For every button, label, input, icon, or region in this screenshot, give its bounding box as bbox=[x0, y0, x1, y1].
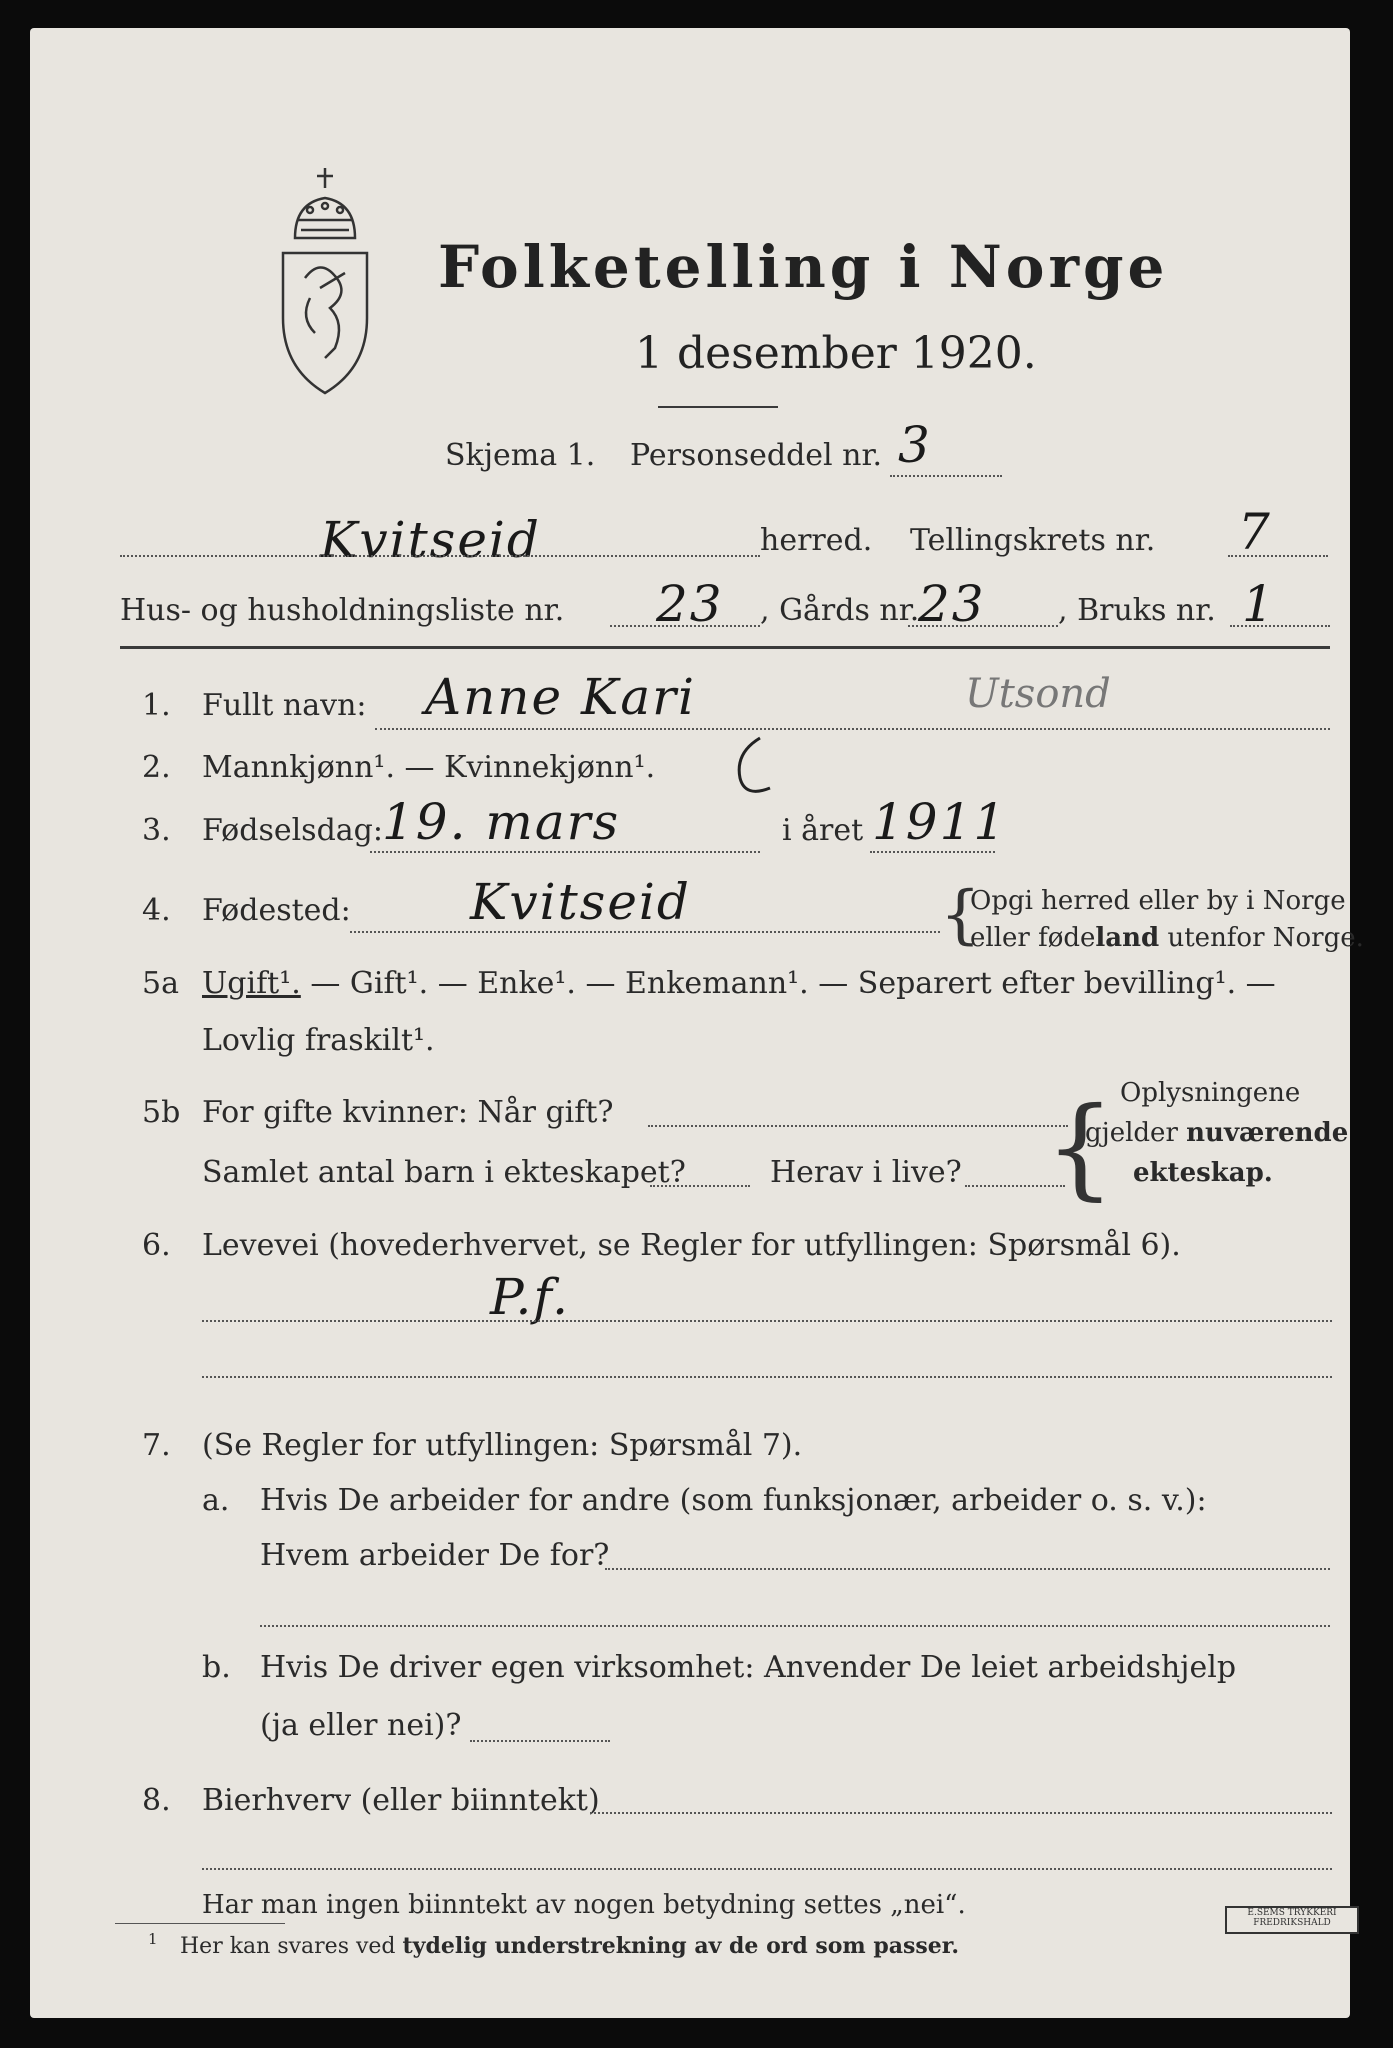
q7b-line2: (ja eller nei)? bbox=[260, 1708, 462, 1743]
q5b-number: 5b bbox=[142, 1095, 181, 1130]
hus-value: 23 bbox=[656, 575, 724, 633]
herred-value: Kvitseid bbox=[320, 511, 541, 569]
q1-number: 1. bbox=[142, 688, 171, 723]
footnote-mark: 1 bbox=[148, 1930, 158, 1948]
q7a-line1: Hvis De arbeider for andre (som funksjonær, arbeider o. s. v.): bbox=[260, 1483, 1207, 1518]
q5b-children: Samlet antal barn i ekteskapet? bbox=[202, 1155, 686, 1190]
q4-number: 4. bbox=[142, 893, 171, 928]
q7a-letter: a. bbox=[202, 1483, 230, 1518]
birth-date-value: 19. mars bbox=[382, 793, 621, 851]
personseddel-value: 3 bbox=[898, 416, 932, 474]
occupation-value: P.f. bbox=[490, 1268, 571, 1326]
ugift-underlined: Ugift¹. bbox=[202, 966, 301, 1001]
q5b-note-1: Oplysningene bbox=[1120, 1078, 1301, 1108]
bruks-value: 1 bbox=[1242, 575, 1276, 633]
census-date: 1 desember 1920. bbox=[635, 328, 1037, 379]
q5b-note-2: gjelder nuværende bbox=[1085, 1118, 1349, 1148]
footnote-text: Her kan svares ved tydelig understrekning av de ord som passer. bbox=[180, 1933, 960, 1959]
printer-stamp: E.SEMS TRYKKERI FREDRIKSHALD bbox=[1225, 1906, 1359, 1934]
q7-label: (Se Regler for utfyllingen: Spørsmål 7). bbox=[202, 1428, 803, 1463]
q1-label: Fullt navn: bbox=[202, 688, 367, 723]
birthplace-value: Kvitseid bbox=[470, 873, 691, 931]
q3-number: 3. bbox=[142, 813, 171, 848]
q6-number: 6. bbox=[142, 1228, 171, 1263]
tellingskrets-label: Tellingskrets nr. bbox=[910, 523, 1156, 558]
marital-status-options: Ugift¹. — Gift¹. — Enke¹. — Enkemann¹. — Separert efter bevilling¹. — bbox=[202, 966, 1276, 1001]
q7b-line1: Hvis De driver egen virksomhet: Anvender De leiet arbeidshjelp bbox=[260, 1650, 1237, 1685]
full-name-extra: Utsond bbox=[965, 671, 1111, 717]
skjema-label: Skjema 1. bbox=[445, 438, 596, 473]
q8-label: Bierhverv (eller biinntekt) bbox=[202, 1783, 600, 1818]
coat-of-arms-icon bbox=[265, 158, 385, 403]
full-name-value: Anne Kari bbox=[425, 668, 697, 726]
q7a-employer-label: Hvem arbeider De for? bbox=[260, 1538, 610, 1573]
year-label: i året bbox=[782, 813, 864, 848]
gards-label: , Gårds nr. bbox=[760, 593, 920, 628]
q5a-number: 5a bbox=[142, 966, 179, 1001]
q2-number: 2. bbox=[142, 750, 171, 785]
birth-year-value: 1911 bbox=[872, 793, 1008, 851]
herred-label: herred. bbox=[760, 523, 873, 558]
tellingskrets-value: 7 bbox=[1238, 503, 1272, 561]
q3-label: Fødselsdag: bbox=[202, 813, 383, 848]
q7b-letter: b. bbox=[202, 1650, 231, 1685]
q6-label: Levevei (hovederhvervet, se Regler for utfyllingen: Spørsmål 6). bbox=[202, 1228, 1181, 1263]
form-title: Folketelling i Norge bbox=[438, 233, 1169, 301]
gender-options: Mannkjønn¹. — Kvinnekjønn¹. bbox=[202, 750, 656, 785]
personseddel-label: Personseddel nr. bbox=[630, 438, 883, 473]
q5b-note-3: ekteskap. bbox=[1133, 1158, 1273, 1188]
q4-label: Fødested: bbox=[202, 893, 351, 928]
q5b-when-married: For gifte kvinner: Når gift? bbox=[202, 1095, 614, 1130]
q5b-alive: Herav i live? bbox=[770, 1155, 962, 1190]
marital-status-line2: Lovlig fraskilt¹. bbox=[202, 1023, 435, 1058]
q7-number: 7. bbox=[142, 1428, 171, 1463]
divider bbox=[658, 406, 778, 408]
header-divider bbox=[120, 646, 1330, 649]
gards-value: 23 bbox=[918, 575, 986, 633]
birthplace-note-1: Opgi herred eller by i Norge bbox=[970, 886, 1346, 916]
bruks-label: , Bruks nr. bbox=[1058, 593, 1216, 628]
gender-mark-icon bbox=[720, 733, 780, 803]
q8-number: 8. bbox=[142, 1783, 171, 1818]
hus-label: Hus- og husholdningsliste nr. bbox=[120, 593, 565, 628]
birthplace-note-2: eller fødeland utenfor Norge. bbox=[970, 923, 1364, 953]
income-note: Har man ingen biinntekt av nogen betydning settes „nei“. bbox=[202, 1890, 966, 1920]
census-form: Folketelling i Norge 1 desember 1920. Skjema 1. Personseddel nr. 3 Kvitseid herred. Tellingskrets nr. 7 Hus- og husholdningsliste nr. 23 , Gårds nr. 23 , Bruks nr. 1 1. Fullt navn: Anne Kari Utsond 2. Mannkjønn¹. — Kvinnekjønn¹. 3. Fødselsdag: 19. mars i året 1911 4. Fødested: Kvitseid { Opgi herred eller by i Norge eller fødeland utenfor Norge. 5a Ugift¹. — Gift¹. — Enke¹. — Enkemann¹. — Separert efter bevilling¹. — Lovlig fraskilt¹. 5b For gifte kvinner: Når gift? Samlet antal barn i ekteskapet? Herav i live? { Oplysningene gjelder nuværende ekteskap. 6. Levevei (hovederhvervet, se Regler for utfyllingen: Spørsmål 6). P.f. 7. (Se Regler for utfyllingen: Spørsmål 7). a. Hvis De arbeider for andre (som funksjonær, arbeider o. s. v.): Hvem arbeider De for? b. Hvis De driver egen virksomhet: Anvender De leiet arbeidshjelp (ja eller nei)? 8. Bierhverv (eller biinntekt) Har man ingen biinntekt av nogen betydning settes „nei“. 1 Her kan svares ved tydelig understrekning av de ord som passer. E.SEMS TRYKKERI FREDRIKSHALD bbox=[30, 28, 1350, 2018]
